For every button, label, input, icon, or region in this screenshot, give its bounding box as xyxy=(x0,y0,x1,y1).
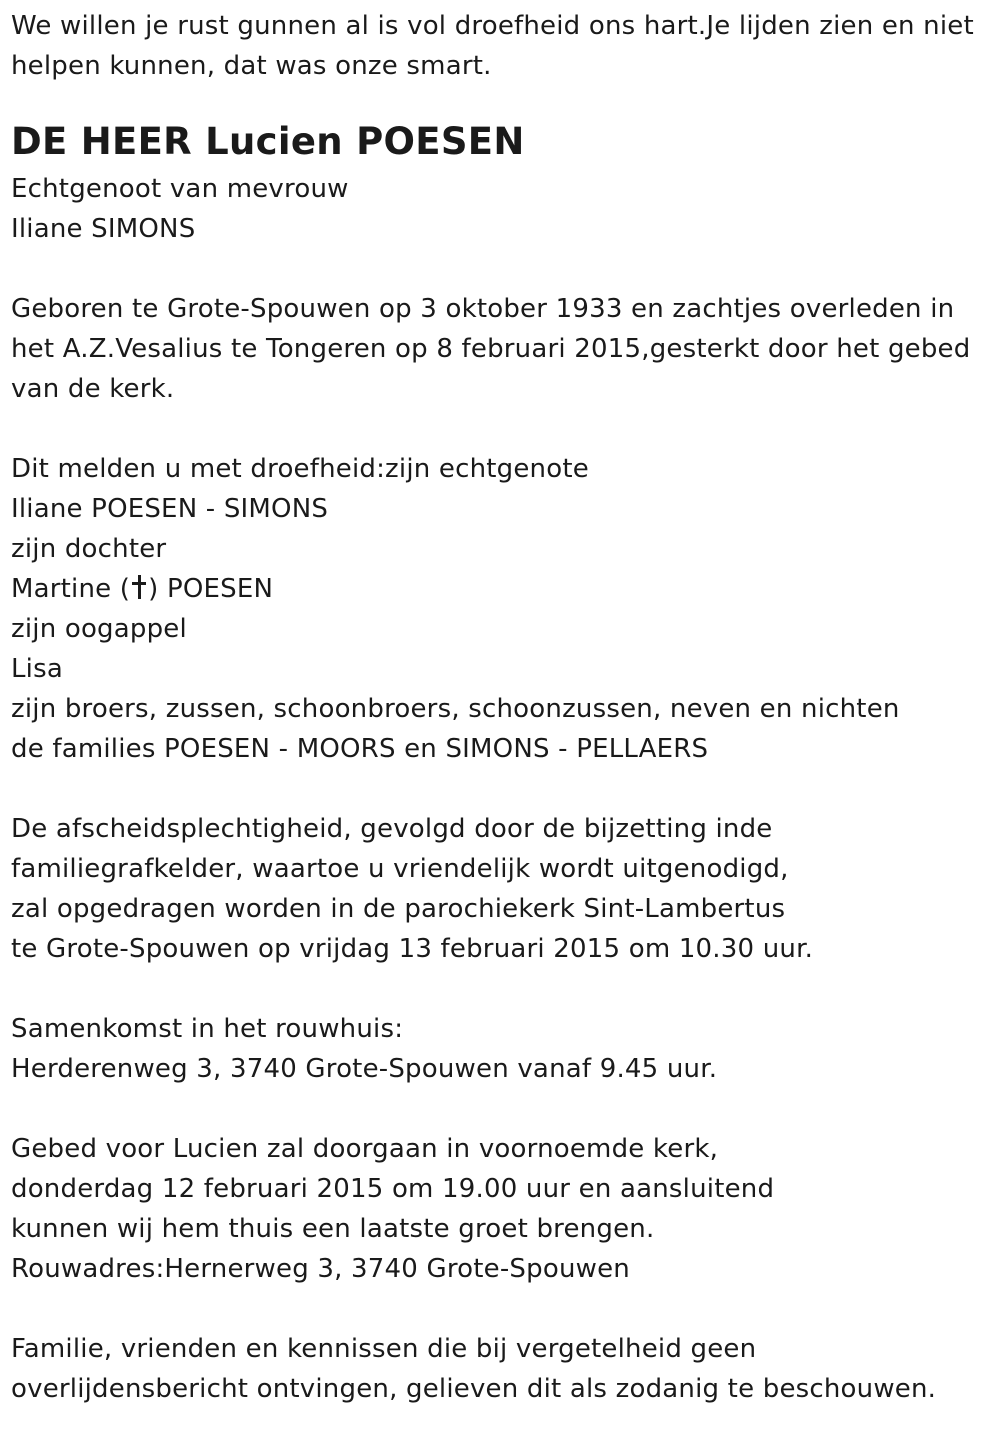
ceremony-line: te Grote-Spouwen op vrijdag 13 februari 2015 om 10.30 uur. xyxy=(11,934,814,964)
family-line: zijn broers, zussen, schoonbroers, schoonzussen, neven en nichten xyxy=(11,694,900,724)
gathering-section xyxy=(11,1009,991,1089)
intro-verse xyxy=(11,6,991,86)
family-line: Iliane POESEN - SIMONS xyxy=(11,494,329,524)
gathering-line: Samenkomst in het rouwhuis: xyxy=(11,1014,404,1044)
birth-death-section xyxy=(11,289,991,409)
ceremony-section xyxy=(11,809,991,969)
family-line: de families POESEN - MOORS en SIMONS - PELLAERS xyxy=(11,734,709,764)
spouse-line: Iliane SIMONS xyxy=(11,214,196,244)
spouse-section xyxy=(11,169,991,249)
closing-section xyxy=(11,1329,991,1409)
family-line: zijn dochter xyxy=(11,534,167,564)
ceremony-line: zal opgedragen worden in de parochiekerk Sint-Lambertus xyxy=(11,894,786,924)
prayer-line: Gebed voor Lucien zal doorgaan in voornoemde kerk, xyxy=(11,1134,719,1164)
birth-death-line: Geboren te Grote-Spouwen op 3 oktober 1933 en zachtjes overleden in xyxy=(11,294,955,324)
family-section xyxy=(11,449,991,769)
prayer-line: Rouwadres:Hernerweg 3, 3740 Grote-Spouwen xyxy=(11,1254,630,1284)
birth-death-line: van de kerk. xyxy=(11,374,175,404)
daughter-first-name: Martine ( xyxy=(11,574,131,604)
obituary-notice xyxy=(11,6,991,1409)
daughter-surname: ) POESEN xyxy=(148,574,274,604)
deceased-name: DE HEER Lucien POESEN xyxy=(11,120,525,163)
cross-icon xyxy=(132,575,146,599)
closing-line: Familie, vrienden en kennissen die bij vergetelheid geen xyxy=(11,1334,757,1364)
prayer-line: donderdag 12 februari 2015 om 19.00 uur en aansluitend xyxy=(11,1174,775,1204)
spouse-line: Echtgenoot van mevrouw xyxy=(11,174,349,204)
family-line: Dit melden u met droefheid:zijn echtgenote xyxy=(11,454,589,484)
prayer-line: kunnen wij hem thuis een laatste groet brengen. xyxy=(11,1214,655,1244)
intro-verse-line: helpen kunnen, dat was onze smart. xyxy=(11,51,492,81)
family-line: zijn oogappel xyxy=(11,614,187,644)
birth-death-line: het A.Z.Vesalius te Tongeren op 8 februari 2015,gesterkt door het gebed xyxy=(11,334,971,364)
closing-line: overlijdensbericht ontvingen, gelieven dit als zodanig te beschouwen. xyxy=(11,1374,937,1404)
daughter-line xyxy=(11,569,991,609)
intro-verse-line: We willen je rust gunnen al is vol droefheid ons hart.Je lijden zien en niet xyxy=(11,11,974,41)
ceremony-line: familiegrafkelder, waartoe u vriendelijk wordt uitgenodigd, xyxy=(11,854,789,884)
prayer-section xyxy=(11,1129,991,1289)
family-line: Lisa xyxy=(11,654,63,684)
gathering-line: Herderenweg 3, 3740 Grote-Spouwen vanaf 9.45 uur. xyxy=(11,1054,718,1084)
ceremony-line: De afscheidsplechtigheid, gevolgd door de bijzetting inde xyxy=(11,814,773,844)
